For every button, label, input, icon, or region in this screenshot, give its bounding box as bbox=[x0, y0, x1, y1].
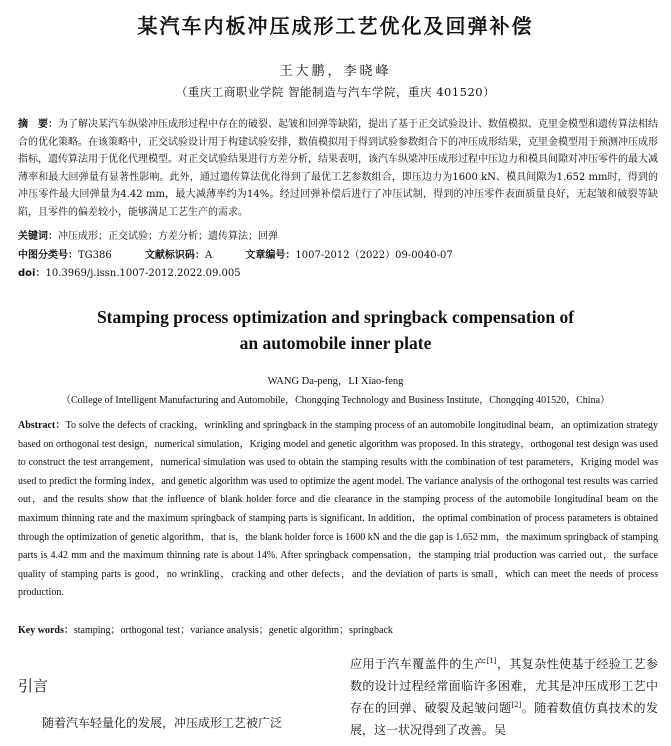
clc-label: 中图分类号： bbox=[18, 250, 78, 261]
body-text-part-1: 应用于汽车覆盖件的生产 bbox=[350, 657, 487, 671]
english-keywords-label: Key words： bbox=[18, 625, 74, 636]
english-title-line-1: Stamping process optimization and springback compensation of bbox=[96, 307, 575, 327]
body-left-column: 随着汽车轻量化的发展，冲压成形工艺被广泛 bbox=[42, 716, 283, 730]
body-right-column bbox=[350, 653, 658, 741]
chinese-keywords-label: 关键词： bbox=[18, 231, 58, 242]
clc-number bbox=[18, 247, 112, 265]
reference-2: [2] bbox=[511, 701, 522, 709]
article-number-label: 文章编号： bbox=[245, 250, 296, 261]
english-abstract bbox=[18, 417, 658, 603]
doi-value: 10.3969/j.issn.1007-2012.2022.09.005 bbox=[45, 268, 241, 279]
chinese-keywords-text: 冲压成形；正交试验；方差分析；遗传算法；回弹 bbox=[58, 231, 278, 242]
english-abstract-label: Abstract： bbox=[18, 420, 66, 431]
section-title-introduction: 引言 bbox=[18, 677, 49, 695]
doi-line bbox=[18, 265, 658, 283]
chinese-abstract-text: 为了解决某汽车纵梁冲压成形过程中存在的破裂、起皱和回弹等缺陷，提出了基于正交试验设计、数值模拟、克里金模型和遗传算法相结合的优化策略。在该策略中，正交试验设计用于构建试验安排，数值模拟用于得到试验参数组合下的冲压成形结果，克里金模型用于预测冲压成形指标，遗传算法用于优化代理模型。对正交试验结果进行方差分析，结果表明，该汽车纵梁冲压成形过程中压边力和模具间隙对冲压零件的最大减薄率和最大回弹量有显著性影响。此外，通过遗传算法优化得到了最优工艺参数组合，即压边力为1600 kN、模具间隙为1.652 mm时，得到的冲压零件最大回弹量为4.42 mm，最大减薄率约为14%。经过回弹补偿后进行了冲压试制，得到的冲压零件表面质量良好，无起皱和破裂等缺陷，且零件的偏差较小，能够满足工艺生产的需求。 bbox=[18, 119, 658, 218]
doi-label: doi： bbox=[18, 268, 46, 279]
chinese-affiliation: （重庆工商职业学院 智能制造与汽车学院，重庆 401520） bbox=[175, 85, 496, 99]
english-title-line-2: an automobile inner plate bbox=[239, 333, 432, 353]
chinese-keywords bbox=[18, 228, 658, 246]
body-text-part-3: 。随着数值仿真技术的发展，这一状况得到了改善。吴 bbox=[350, 701, 658, 737]
reference-1: [1] bbox=[486, 657, 497, 665]
chinese-authors: 王大鹏，李晓峰 bbox=[279, 64, 392, 79]
chinese-abstract bbox=[18, 116, 658, 222]
document-code-label: 文献标识码： bbox=[144, 250, 205, 261]
article-number-value: 1007-2012（2022）09-0040-07 bbox=[295, 250, 453, 261]
english-affiliation: （College of Intelligent Manufacturing and Automobile，Chongqing Technology and Business Institute，Chongqing 401520，China） bbox=[60, 395, 611, 406]
clc-value: TG386 bbox=[78, 250, 112, 261]
english-authors: WANG Da-peng，LI Xiao-feng bbox=[267, 376, 404, 387]
document-code-value: A bbox=[204, 250, 213, 261]
chinese-abstract-label: 摘 要： bbox=[18, 119, 58, 130]
body-text-part-2: ，其复杂性使基于经验工艺参数的设计过程经常面临许多困难，尤其是冲压成形工艺中存在的回弹、破裂及起皱问题 bbox=[350, 657, 658, 715]
english-title bbox=[0, 304, 671, 356]
chinese-title: 某汽车内板冲压成形工艺优化及回弹补偿 bbox=[137, 14, 534, 38]
document-code bbox=[145, 247, 212, 265]
english-keywords bbox=[18, 622, 658, 641]
english-abstract-text: To solve the defects of cracking，wrinkling and springback in the stamping process of an automobile longitudinal beam，an optimization strategy based on orthogonal test design，numerical simulation，Kriging model and genetic algorithm was proposed. In this strategy，orthogonal test design was used to construct the test arrangement，numerical simulation was used to obtain the stamping results with the combination of test parameters，Kriging model was used to predict the forming index，and genetic algorithm was used to optimize the agent model. The variance analysis of the orthogonal test results was carried out，and the results show that the influence of blank holder force and die clearance in the stamping process of the automobile longitudinal beam on the maximum thinning rate and the maximum springback of stamping parts is significant. In addition，the optimal combination of process parameters is obtained through the optimization of genetic algorithm，that is，the blank holder force is 1600 kN and the die gap is 1.652 mm，the maximum springback of stamping parts is 4.42 mm and the maximum thinning rate is about 14%. After springback compensation，the stamping trial production was carried out，the surface quality of stamping parts is good，no wrinkling，cracking and other defects，and the deviation of parts is small，which can meet the needs of process production. bbox=[18, 420, 658, 599]
article-number bbox=[245, 247, 452, 265]
english-keywords-text: stamping；orthogonal test；variance analysis；genetic algorithm；springback bbox=[73, 625, 393, 636]
classification-line bbox=[18, 247, 658, 265]
